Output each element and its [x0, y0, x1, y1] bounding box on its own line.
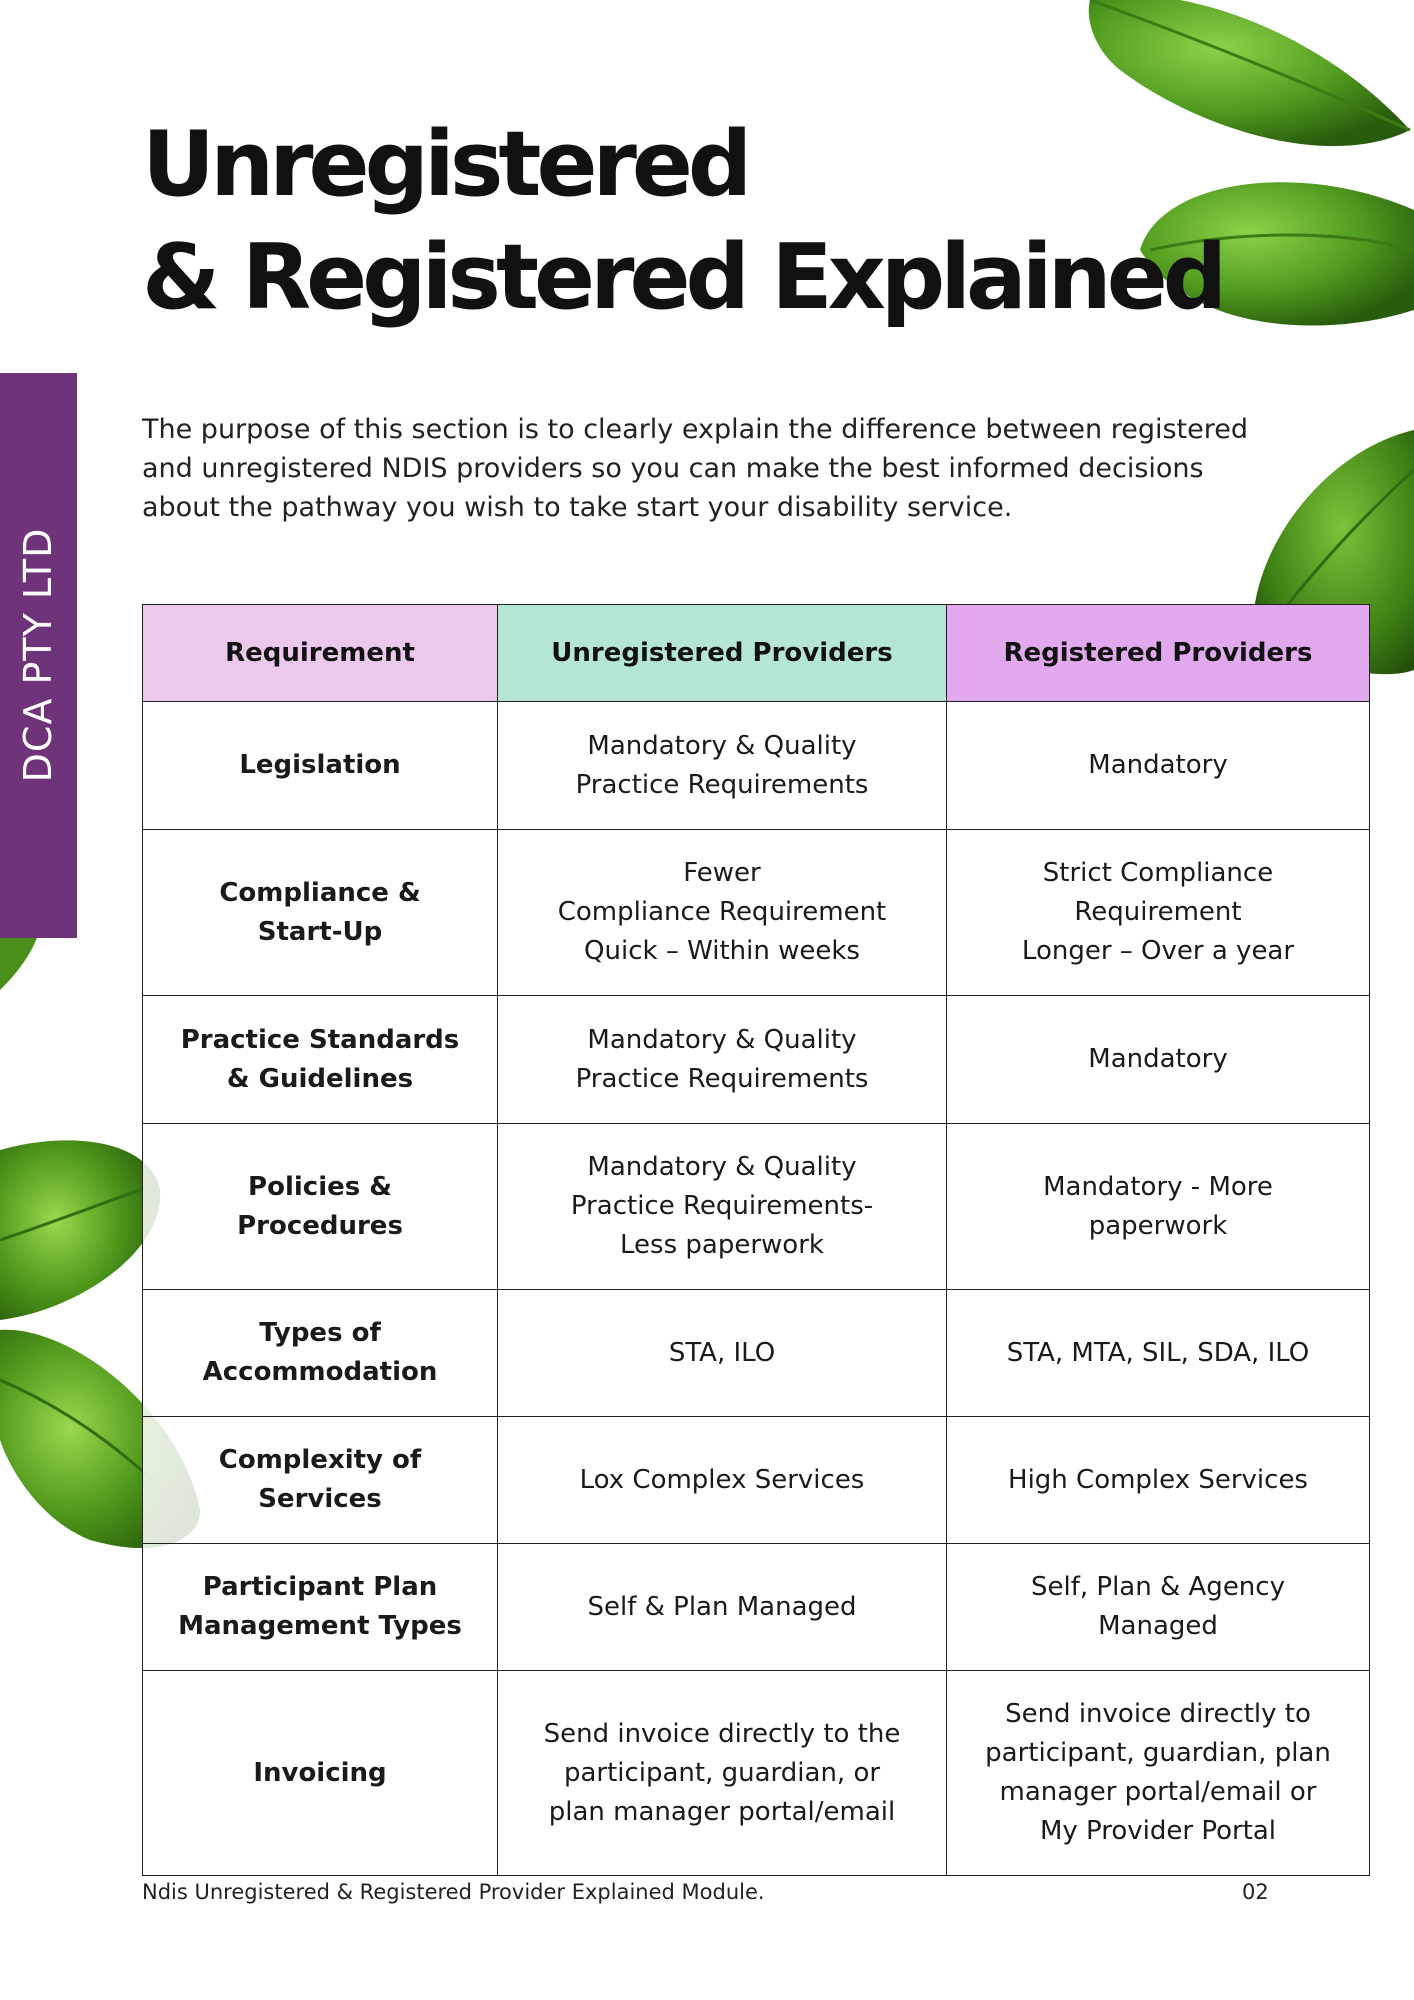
intro-paragraph: The purpose of this section is to clearly explain the difference between registered and unregistered NDIS providers so you can make the best informed decisions about the pathway you wish to take start your disability service.	[142, 414, 1248, 523]
unregistered-cell	[498, 830, 947, 996]
registered-cell	[947, 1671, 1370, 1876]
header-unregistered: Unregistered Providers	[498, 605, 947, 702]
requirement-cell	[143, 996, 498, 1124]
table-row	[143, 1124, 1370, 1290]
cell-text-line: Practice Requirements	[575, 769, 869, 800]
cell-text-line: Services	[258, 1484, 382, 1514]
table-row	[143, 1544, 1370, 1671]
requirement-cell	[143, 830, 498, 996]
cell-text-line: Compliance &	[219, 877, 421, 908]
cell-text-line: Practice Standards	[180, 1024, 460, 1055]
requirement-cell	[143, 1671, 498, 1876]
page-number: 02	[1242, 1880, 1269, 1904]
cell-text-line: Managed	[1098, 1611, 1218, 1641]
title-line-1: Unregistered	[142, 112, 748, 217]
cell-text-line: Longer – Over a year	[1021, 936, 1295, 966]
cell-text-line: Practice Requirements	[575, 1063, 869, 1094]
cell-text-line: Mandatory - More	[1043, 1171, 1273, 1202]
cell-text-line: Management Types	[178, 1611, 462, 1641]
cell-text-line: & Guidelines	[226, 1063, 414, 1094]
title-line-2: & Registered Explained	[142, 225, 1223, 330]
header-registered: Registered Providers	[947, 605, 1370, 702]
table-row	[143, 1290, 1370, 1417]
cell-text-line: Practice Requirements-	[570, 1191, 874, 1221]
cell-text-line: Complexity of	[218, 1445, 422, 1475]
table-row	[143, 702, 1370, 830]
registered-cell	[947, 702, 1370, 830]
table-header-row	[143, 605, 1370, 702]
cell-text-line: Lox Complex Services	[579, 1464, 865, 1495]
sidebar-company-name: DCA PTY LTD	[16, 527, 60, 783]
cell-text-line: My Provider Portal	[1039, 1816, 1277, 1846]
unregistered-cell	[498, 1671, 947, 1876]
cell-text-line: Send invoice directly to the	[543, 1718, 901, 1749]
requirement-cell	[143, 1290, 498, 1417]
cell-text-line: STA, ILO	[668, 1337, 776, 1368]
registered-cell	[947, 830, 1370, 996]
unregistered-cell	[498, 702, 947, 830]
registered-cell	[947, 1417, 1370, 1544]
comparison-table	[142, 604, 1370, 1876]
table-row	[143, 830, 1370, 996]
requirement-cell	[143, 1124, 498, 1290]
cell-text-line: Mandatory & Quality	[587, 1152, 857, 1182]
footer-module-name: Ndis Unregistered & Registered Provider Explained Module.	[142, 1880, 765, 1904]
cell-text-line: Procedures	[237, 1210, 403, 1241]
cell-text-line: Policies &	[248, 1171, 392, 1202]
requirement-cell	[143, 1544, 498, 1671]
table-row	[143, 1417, 1370, 1544]
unregistered-cell	[498, 1290, 947, 1417]
cell-text-line: Quick – Within weeks	[584, 936, 860, 966]
unregistered-cell	[498, 1124, 947, 1290]
cell-text-line: Self, Plan & Agency	[1031, 1572, 1285, 1602]
registered-cell	[947, 1544, 1370, 1671]
cell-text-line: Mandatory & Quality	[587, 1024, 857, 1055]
header-requirement: Requirement	[143, 605, 498, 702]
cell-text-line: Requirement	[1074, 897, 1242, 927]
cell-text-line: Send invoice directly to	[1005, 1699, 1311, 1729]
page-title	[142, 108, 1222, 334]
cell-text-line: participant, guardian, plan	[985, 1738, 1331, 1768]
cell-text-line: Compliance Requirement	[557, 897, 887, 927]
unregistered-cell	[498, 1544, 947, 1671]
cell-text-line: Start-Up	[257, 916, 383, 947]
cell-text-line: Strict Compliance	[1042, 858, 1274, 888]
registered-cell	[947, 1290, 1370, 1417]
cell-text-line: manager portal/email or	[999, 1777, 1317, 1807]
cell-text-line: Mandatory & Quality	[587, 730, 857, 761]
requirement-cell	[143, 1417, 498, 1544]
table-row	[143, 1671, 1370, 1876]
cell-text-line: Accommodation	[202, 1357, 438, 1387]
cell-text-line: Mandatory	[1088, 1044, 1228, 1074]
cell-text-line: Types of	[259, 1318, 381, 1348]
cell-text-line: Legislation	[239, 750, 401, 780]
unregistered-cell	[498, 1417, 947, 1544]
requirement-cell	[143, 702, 498, 830]
cell-text-line: Mandatory	[1088, 750, 1228, 780]
cell-text-line: Fewer	[683, 858, 761, 888]
cell-text-line: participant, guardian, or	[563, 1757, 881, 1788]
cell-text-line: Invoicing	[253, 1757, 387, 1788]
cell-text-line: Self & Plan Managed	[587, 1591, 857, 1622]
cell-text-line: Less paperwork	[620, 1230, 824, 1260]
cell-text-line: Participant Plan	[202, 1572, 438, 1602]
cell-text-line: paperwork	[1088, 1210, 1228, 1241]
table-row	[143, 996, 1370, 1124]
registered-cell	[947, 996, 1370, 1124]
cell-text-line: STA, MTA, SIL, SDA, ILO	[1006, 1337, 1310, 1368]
cell-text-line: High Complex Services	[1008, 1464, 1308, 1495]
cell-text-line: plan manager portal/email	[548, 1796, 896, 1827]
registered-cell	[947, 1124, 1370, 1290]
unregistered-cell	[498, 996, 947, 1124]
